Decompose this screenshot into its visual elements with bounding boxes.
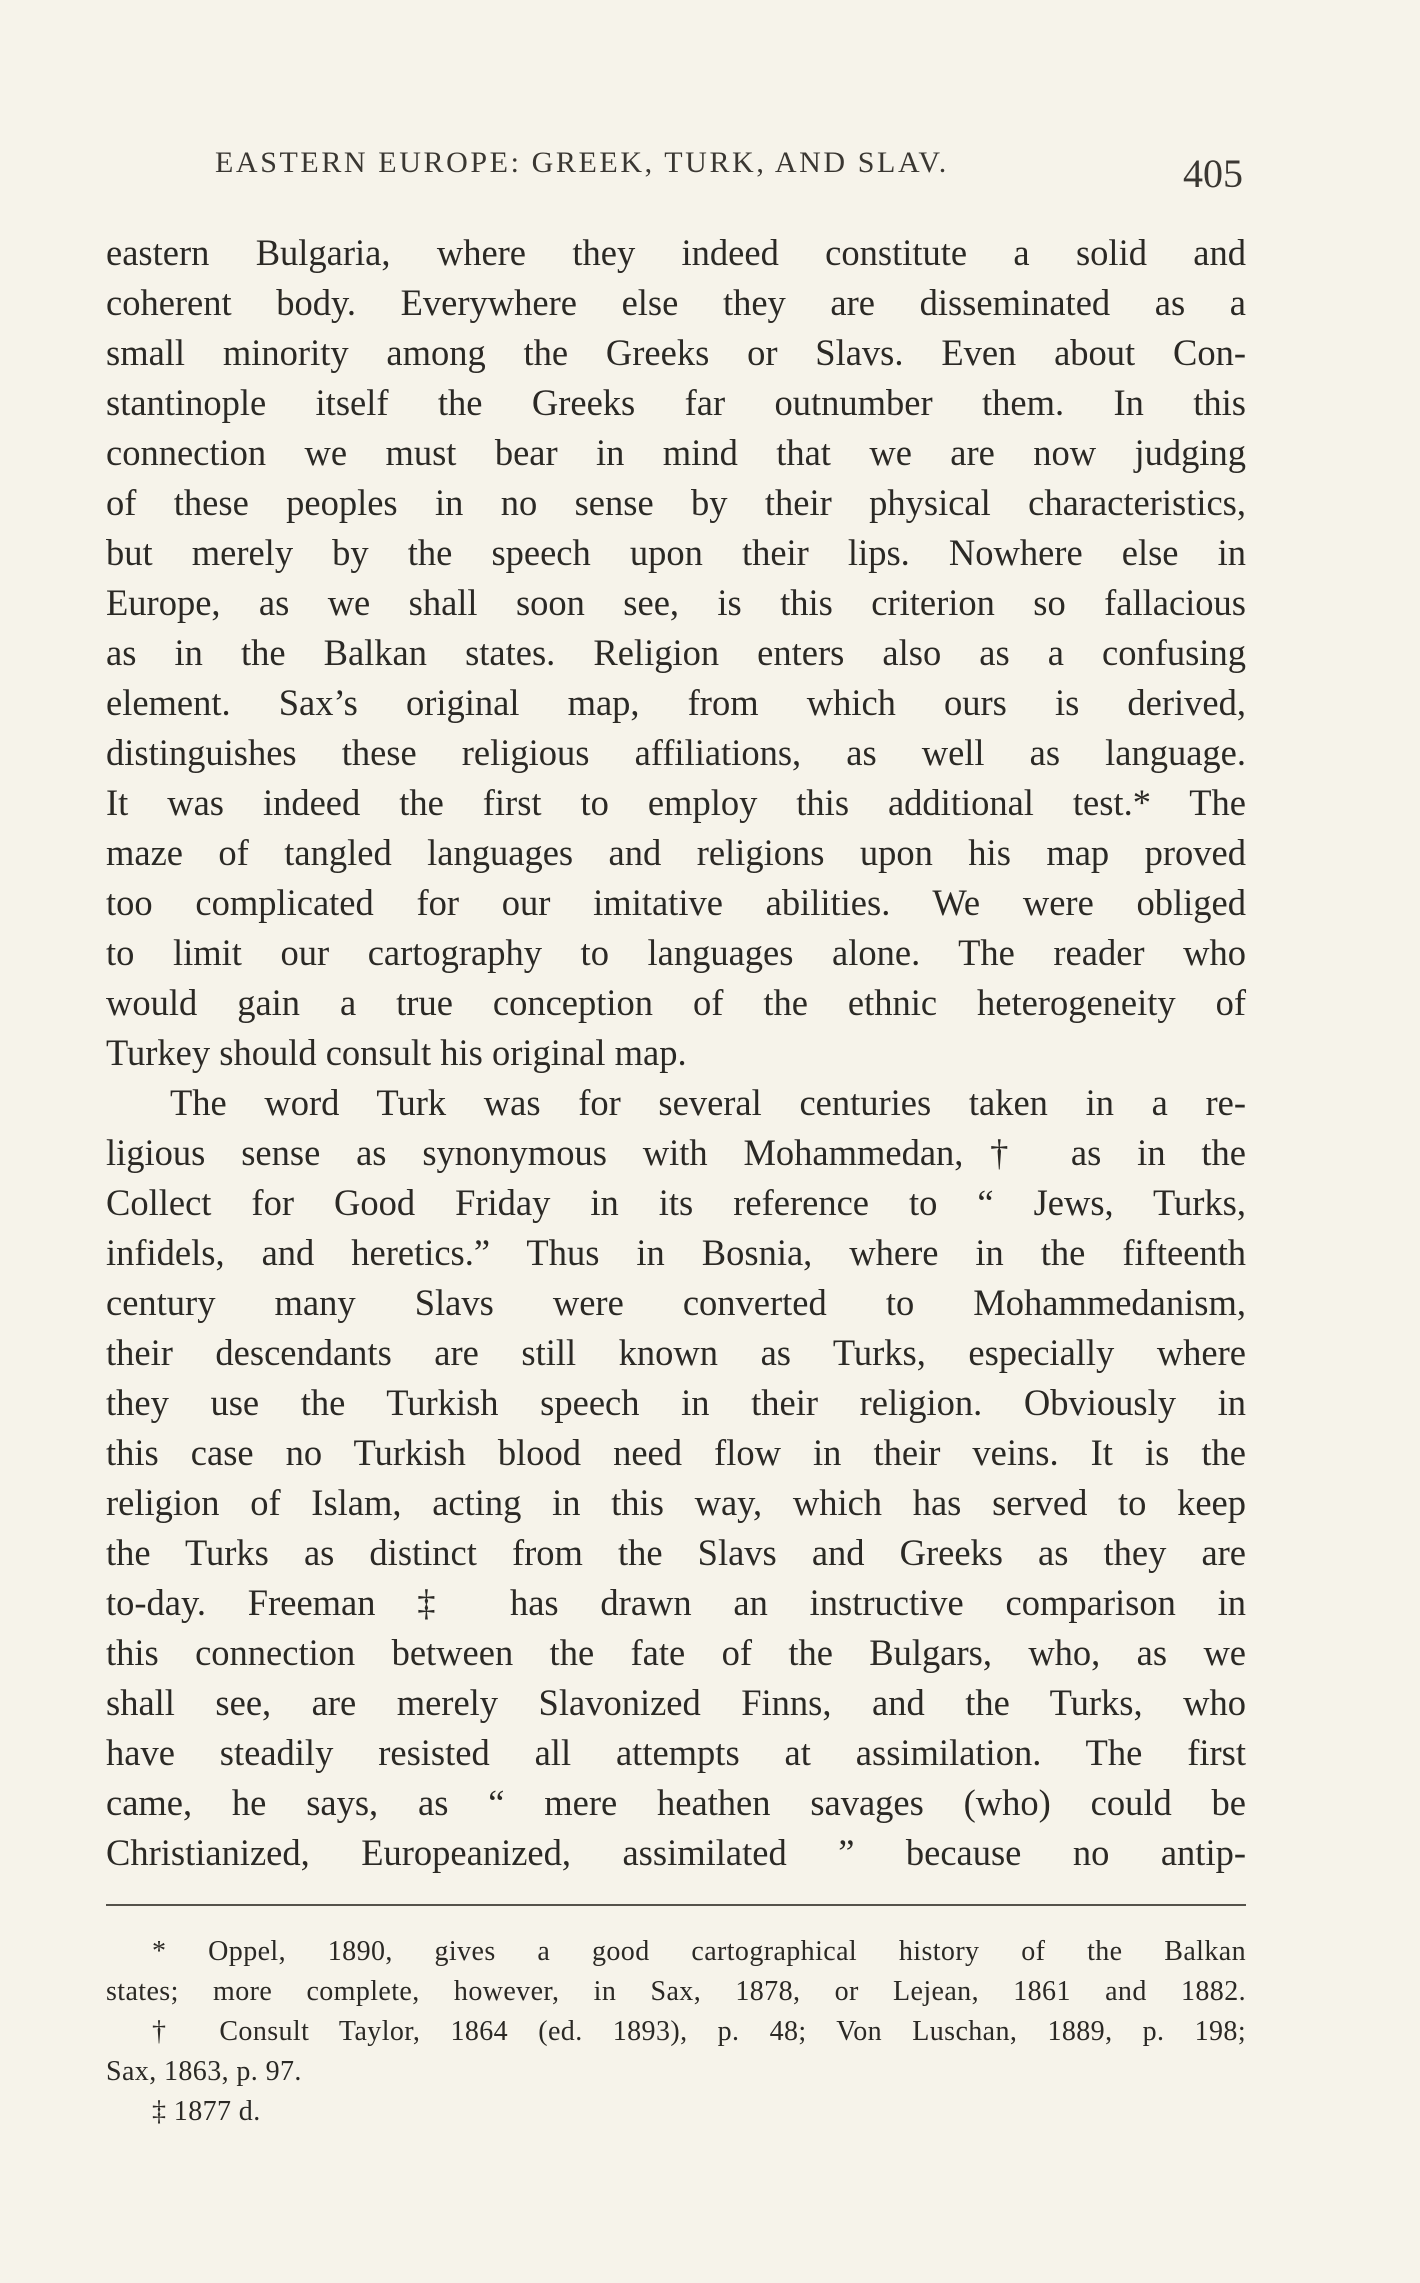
footnote-line: † Consult Taylor, 1864 (ed. 1893), p. 48; Von Luschan, 1889, p. 198; <box>152 2016 1246 2047</box>
text-line: as in the Balkan states. Religion enters also as a confusing <box>106 632 1246 673</box>
text-line: this connection between the fate of the Bulgars, who, as we <box>106 1632 1246 1673</box>
paragraph-start-line: The word Turk was for several centuries taken in a re- <box>170 1082 1246 1123</box>
text-line: Christianized, Europeanized, assimilated ” because no antip- <box>106 1832 1246 1873</box>
text-line: but merely by the speech upon their lips. Nowhere else in <box>106 532 1246 573</box>
running-head: EASTERN EUROPE: GREEK, TURK, AND SLAV. <box>215 146 949 179</box>
text-line: distinguishes these religious affiliations, as well as language. <box>106 732 1246 773</box>
text-line: connection we must bear in mind that we are now judging <box>106 432 1246 473</box>
text-line: It was indeed the first to employ this additional test.* The <box>106 782 1246 823</box>
text-line: coherent body. Everywhere else they are disseminated as a <box>106 282 1246 323</box>
text-line: maze of tangled languages and religions upon his map proved <box>106 832 1246 873</box>
footnote-divider <box>106 1904 1246 1906</box>
text-line: of these peoples in no sense by their physical characteristics, <box>106 482 1246 523</box>
text-line: to limit our cartography to languages alone. The reader who <box>106 932 1246 973</box>
text-line: have steadily resisted all attempts at assimilation. The first <box>106 1732 1246 1773</box>
text-line: stantinople itself the Greeks far outnumber them. In this <box>106 382 1246 423</box>
text-line: infidels, and heretics.” Thus in Bosnia, where in the fifteenth <box>106 1232 1246 1273</box>
text-line: shall see, are merely Slavonized Finns, and the Turks, who <box>106 1682 1246 1723</box>
text-line: the Turks as distinct from the Slavs and Greeks as they are <box>106 1532 1246 1573</box>
footnote-line: Sax, 1863, p. 97. <box>106 2056 302 2087</box>
body-text <box>106 228 1246 1878</box>
text-line: century many Slavs were converted to Mohammedanism, <box>106 1282 1246 1323</box>
text-line: Collect for Good Friday in its reference to “ Jews, Turks, <box>106 1182 1246 1223</box>
footnote-line: ‡ 1877 d. <box>152 2096 261 2127</box>
text-line: ligious sense as synonymous with Mohammedan,† as in the <box>106 1132 1246 1173</box>
paragraph-end-line: Turkey should consult his original map. <box>106 1032 687 1073</box>
page-number: 405 <box>1183 151 1243 196</box>
text-line: this case no Turkish blood need flow in their veins. It is the <box>106 1432 1246 1473</box>
text-line: to-day. Freeman ‡ has drawn an instructive comparison in <box>106 1582 1246 1623</box>
text-line: their descendants are still known as Turks, especially where <box>106 1332 1246 1373</box>
text-line: they use the Turkish speech in their religion. Obviously in <box>106 1382 1246 1423</box>
text-line: religion of Islam, acting in this way, which has served to keep <box>106 1482 1246 1523</box>
text-line: Europe, as we shall soon see, is this criterion so fallacious <box>106 582 1246 623</box>
footnotes <box>106 1932 1246 2132</box>
text-line: eastern Bulgaria, where they indeed constitute a solid and <box>106 232 1246 273</box>
text-line: would gain a true conception of the ethnic heterogeneity of <box>106 982 1246 1023</box>
text-line: came, he says, as “ mere heathen savages (who) could be <box>106 1782 1246 1823</box>
text-line: element. Sax’s original map, from which ours is derived, <box>106 682 1246 723</box>
footnote-line: states; more complete, however, in Sax, 1878, or Lejean, 1861 and 1882. <box>106 1976 1246 2007</box>
text-line: too complicated for our imitative abilities. We were obliged <box>106 882 1246 923</box>
text-line: small minority among the Greeks or Slavs. Even about Con- <box>106 332 1246 373</box>
footnote-line: * Oppel, 1890, gives a good cartographical history of the Balkan <box>152 1936 1246 1967</box>
